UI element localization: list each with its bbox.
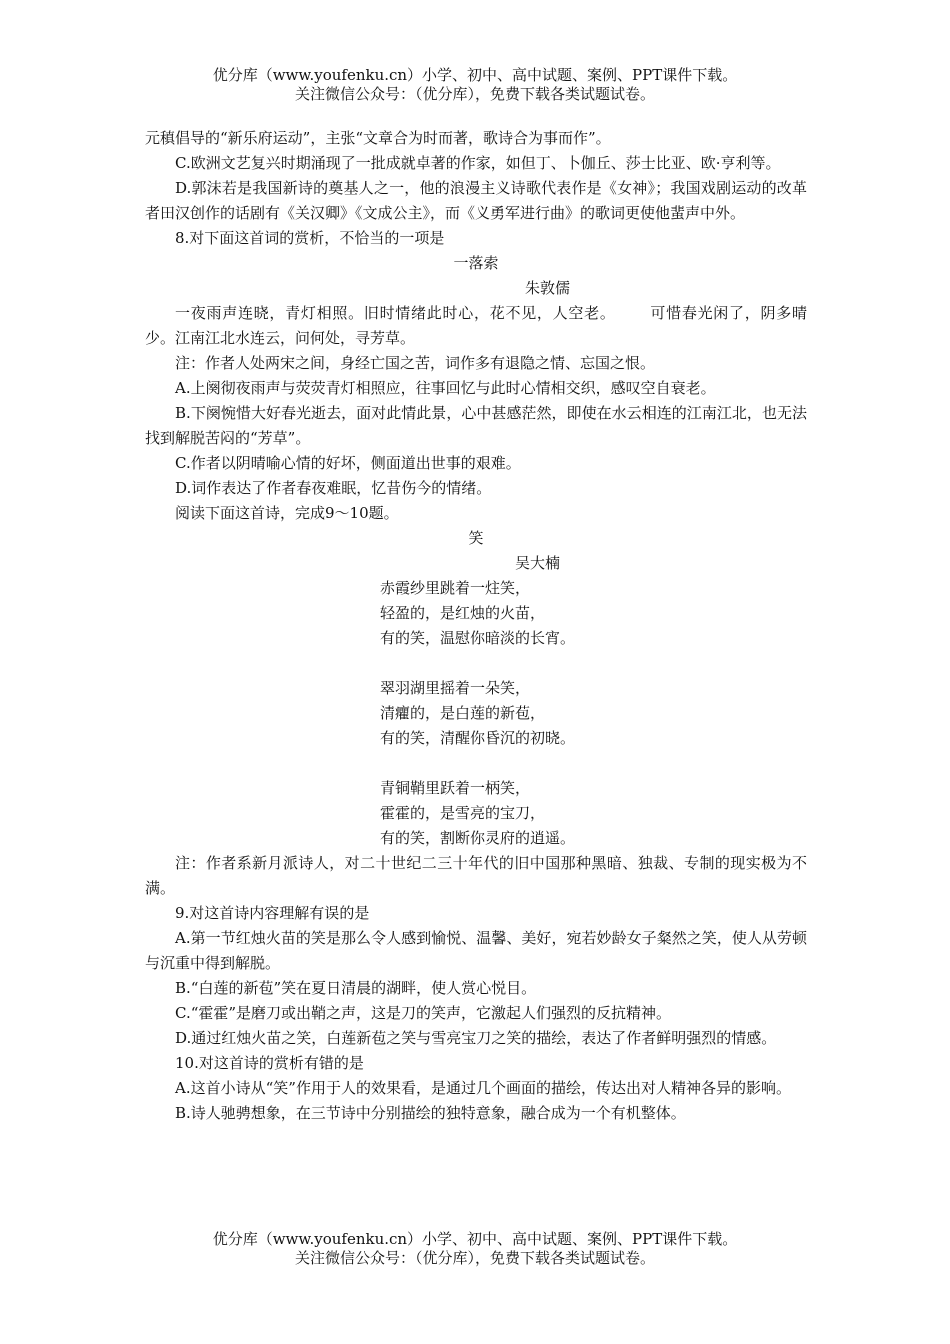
header-line-2: 关注微信公众号：（优分库），免费下载各类试题试卷。 [294,85,655,103]
q10-stem: 10.对这首诗的赏析有错的是 [175,1054,364,1072]
q10-option-b: B.诗人驰骋想象，在三节诗中分别描绘的独特意象，融合成为一个有机整体。 [175,1104,686,1122]
poem-title: 笑 [468,529,484,547]
q8-ci-text-second: 可惜春光闲了，阴多晴少。江南江北水连云，问何处，寻芳草。 [145,304,807,347]
poem-author: 吴大楠 [515,554,561,572]
poem-line: 赤霞纱里跳着一炷笑， [380,579,531,597]
q9-option-c: C.“霍霍”是磨刀或出鞘之声，这是刀的笑声，它激起人们强烈的反抗精神。 [175,1004,672,1022]
q8-option-d: D.词作表达了作者春夜难眠，忆昔伤今的情绪。 [175,479,492,497]
stanza-spacer [145,651,807,676]
q10-option-a: A.这首小诗从“笑”作用于人的效果看，是通过几个画面的描绘，传达出对人精神各异的影响。 [175,1079,791,1097]
q8-note: 注：作者人处两宋之间，身经亡国之苦，词作多有退隐之情、忘国之恨。 [175,354,656,372]
q8-ci-title: 一落索 [453,254,499,272]
q9-stem: 9.对这首诗内容理解有误的是 [175,904,370,922]
q7-option-d: D.郭沫若是我国新诗的奠基人之一，他的浪漫主义诗歌代表作是《女神》；我国戏剧运动的改革者田汉创作的话剧有《关汉卿》《文成公主》，而《义勇军进行曲》的歌词更使他蜚声中外。 [145,179,807,222]
q7-option-c: C.欧洲文艺复兴时期涌现了一批成就卓著的作家，如但丁、卜伽丘、莎士比亚、欧·亨利等。 [175,154,781,172]
document-body [145,126,807,1126]
q8-ci-text [145,301,807,351]
footer-line-1: 优分库（www.youfenku.cn）小学、初中、高中试题、案例、PPT课件下载。 [212,1230,738,1248]
q8-option-b: B.下阕惋惜大好春光逝去，面对此情此景，心中甚感茫然，即使在水云相连的江南江北，也无法找到解脱苦闷的“芳草”。 [145,404,807,447]
reading-intro: 阅读下面这首诗，完成9～10题。 [175,504,399,522]
q8-ci-author: 朱敦儒 [525,279,571,297]
header-line-1: 优分库（www.youfenku.cn）小学、初中、高中试题、案例、PPT课件下载。 [212,66,738,84]
poem-line: 清癯的，是白莲的新苞， [380,704,546,722]
q9-option-d: D.通过红烛火苗之笑，白莲新苞之笑与雪亮宝刀之笑的描绘，表达了作者鲜明强烈的情感。 [175,1029,777,1047]
q9-option-b: B.“白莲的新苞”笑在夏日清晨的湖畔，使人赏心悦目。 [175,979,537,997]
poem-line: 有的笑，清醒你昏沉的初晓。 [380,729,576,747]
footer-line-2: 关注微信公众号：（优分库），免费下载各类试题试卷。 [294,1249,655,1267]
stanza-spacer [145,751,807,776]
q9-option-a: A.第一节红烛火苗的笑是那么令人感到愉悦、温馨、美好，宛若妙龄女子粲然之笑，使人从劳顿与沉重中得到解脱。 [145,929,807,972]
page-footer [0,1230,950,1268]
q8-ci-text-first: 一夜雨声连晓，青灯相照。旧时情绪此时心，花不见，人空老。 [175,304,616,322]
poem-line: 霍霍的，是雪亮的宝刀， [380,804,546,822]
poem-line: 轻盈的，是红烛的火苗， [380,604,546,622]
poem-line: 有的笑，温慰你暗淡的长宵。 [380,629,576,647]
q8-option-c: C.作者以阴晴喻心情的好坏，侧面道出世事的艰难。 [175,454,521,472]
poem-line: 有的笑，割断你灵府的逍遥。 [380,829,576,847]
poem-line: 青铜鞘里跃着一柄笑， [380,779,531,797]
poem-line: 翠羽湖里摇着一朵笑， [380,679,531,697]
poem-note: 注：作者系新月派诗人，对二十世纪二三十年代的旧中国那种黑暗、独裁、专制的现实极为不满。 [145,854,807,897]
q8-option-a: A.上阕彻夜雨声与荧荧青灯相照应，往事回忆与此时心情相交织，感叹空自衰老。 [175,379,716,397]
q8-stem: 8.对下面这首词的赏析，不恰当的一项是 [175,229,445,247]
q7-option-b-tail: 元稹倡导的“新乐府运动”，主张“文章合为时而著，歌诗合为事而作”。 [145,129,611,147]
page-header [0,66,950,104]
